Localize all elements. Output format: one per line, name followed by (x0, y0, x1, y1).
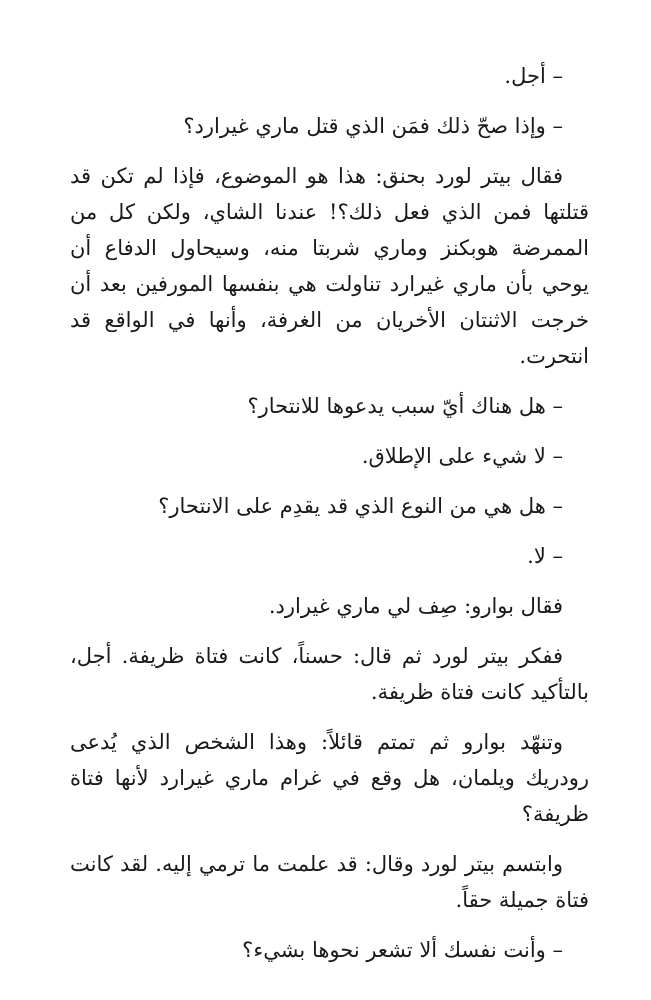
dialogue-line-6: – لا. (527, 544, 563, 568)
dialogue-line-5: – هل هي من النوع الذي قد يقدِم على الانتحار؟ (158, 494, 563, 518)
dialogue-line-7: – وأنت نفسك ألا تشعر نحوها بشيء؟ (242, 938, 563, 962)
text-column (70, 58, 589, 982)
dialogue-line-1: – أجل. (504, 64, 563, 88)
narration-paragraph-5: وابتسم بيتر لورد وقال: قد علمت ما ترمي إليه. لقد كانت فتاة جميلة حقاً. (70, 852, 589, 912)
dialogue-line-3: – هل هناك أيّ سبب يدعوها للانتحار؟ (247, 394, 563, 418)
narration-paragraph-3: ففكر بيتر لورد ثم قال: حسناً، كانت فتاة ظريفة. أجل، بالتأكيد كانت فتاة ظريفة. (70, 644, 589, 704)
dialogue-line-2: – وإذا صحّ ذلك فمَن الذي قتل ماري غيرارد؟ (183, 114, 563, 138)
narration-paragraph-4: وتنهّد بوارو ثم تمتم قائلاً: وهذا الشخص الذي يُدعى رودريك ويلمان، هل وقع في غرام ماري غيرارد لأنها فتاة ظريفة؟ (70, 730, 589, 826)
narration-paragraph-1: فقال بيتر لورد بحنق: هذا هو الموضوع، فإذا لم تكن قد قتلتها فمن الذي فعل ذلك؟! عندنا الشاي، ولكن كل من الممرضة هوبكنز وماري شربتا منه، وسيحاول الدفاع أن يوحي بأن ماري غيرارد تناولت هي بنفسها المورفين بعد أن خرجت الاثنتان الأخريان من الغرفة، وأنها في الواقع قد انتحرت. (70, 164, 589, 368)
narration-paragraph-2: فقال بوارو: صِف لي ماري غيرارد. (268, 594, 563, 618)
dialogue-line-4: – لا شيء على الإطلاق. (361, 444, 563, 468)
